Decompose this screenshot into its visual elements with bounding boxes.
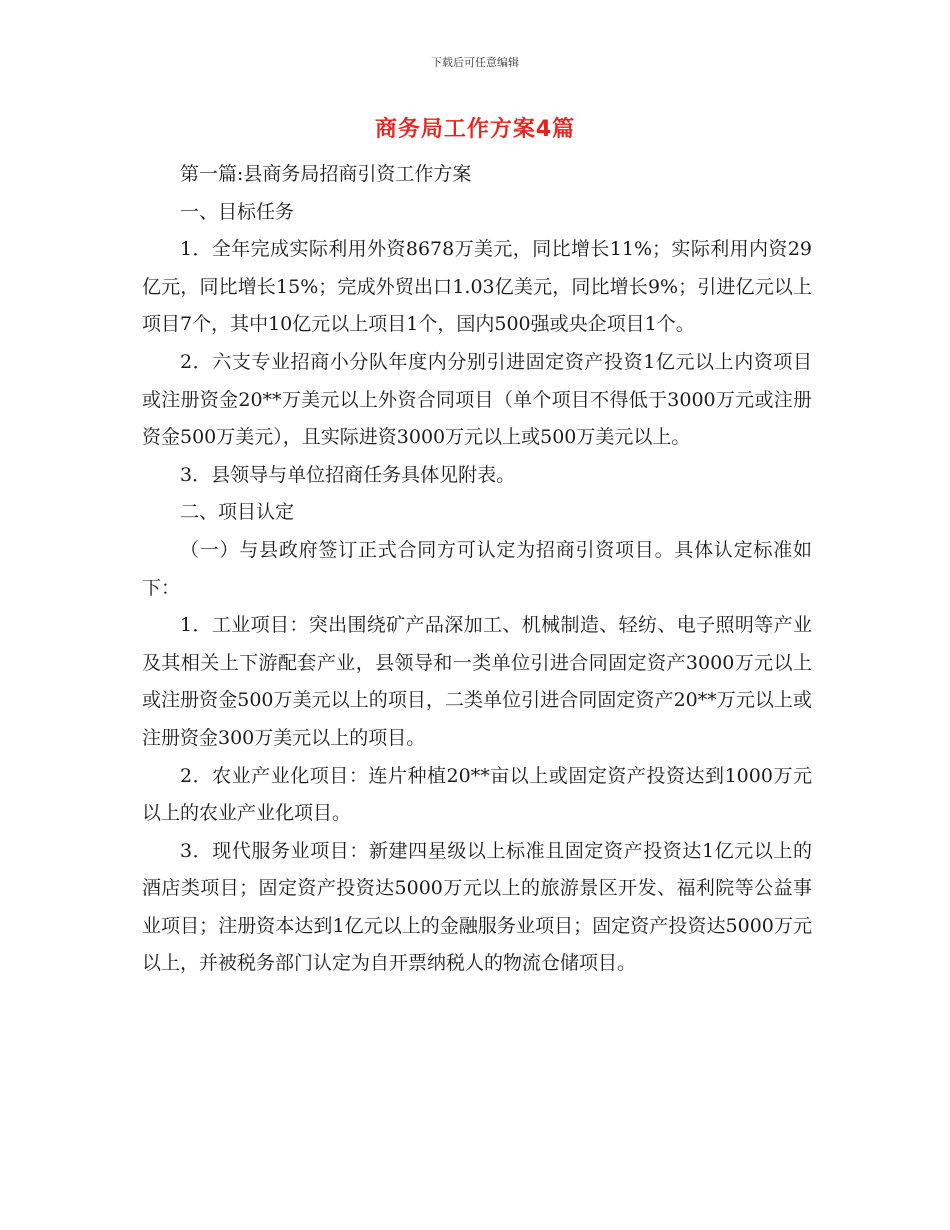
document-body	[142, 156, 812, 983]
paragraph: 2．六支专业招商小分队年度内分别引进固定资产投资1亿元以上内资项目或注册资金20**万美元以上外资合同项目（单个项目不得低于3000万元或注册资金500万美元），且实际进资3000万元以上或500万美元以上。	[142, 350, 812, 449]
paragraph: 3．现代服务业项目：新建四星级以上标准且固定资产投资达1亿元以上的酒店类项目；固定资产投资达5000万元以上的旅游景区开发、福利院等公益事业项目；注册资本达到1亿元以上的金融服务业项目；固定资产投资达5000万元以上，并被税务部门认定为自开票纳税人的物流仓储项目。	[142, 839, 812, 975]
paragraph: 2．农业产业化项目：连片种植20**亩以上或固定资产投资达到1000万元以上的农业产业化项目。	[142, 764, 812, 825]
paragraph: 1．工业项目：突出围绕矿产品深加工、机械制造、轻纺、电子照明等产业及其相关上下游配套产业，县领导和一类单位引进合同固定资产3000万元以上或注册资金500万美元以上的项目，二类单位引进合同固定资产20**万元以上或注册资金300万美元以上的项目。	[142, 614, 812, 749]
paragraph: 3．县领导与单位招商任务具体见附表。	[180, 463, 516, 486]
document-title: 商务局工作方案4篇	[374, 117, 576, 142]
section-heading: 第一篇:县商务局招商引资工作方案	[180, 163, 472, 185]
subsection-heading: 一、目标任务	[180, 200, 295, 223]
header-note: 下载后可任意编辑	[431, 56, 519, 69]
paragraph: （一）与县政府签订正式合同方可认定为招商引资项目。具体认定标准如下：	[142, 538, 812, 599]
paragraph: 1．全年完成实际利用外资8678万美元，同比增长11%；实际利用内资29亿元，同比增长15%；完成外贸出口1.03亿美元，同比增长9%；引进亿元以上项目7个，其中10亿元以上项目1个，国内500强或央企项目1个。	[142, 238, 812, 336]
subsection-heading: 二、项目认定	[180, 501, 295, 524]
